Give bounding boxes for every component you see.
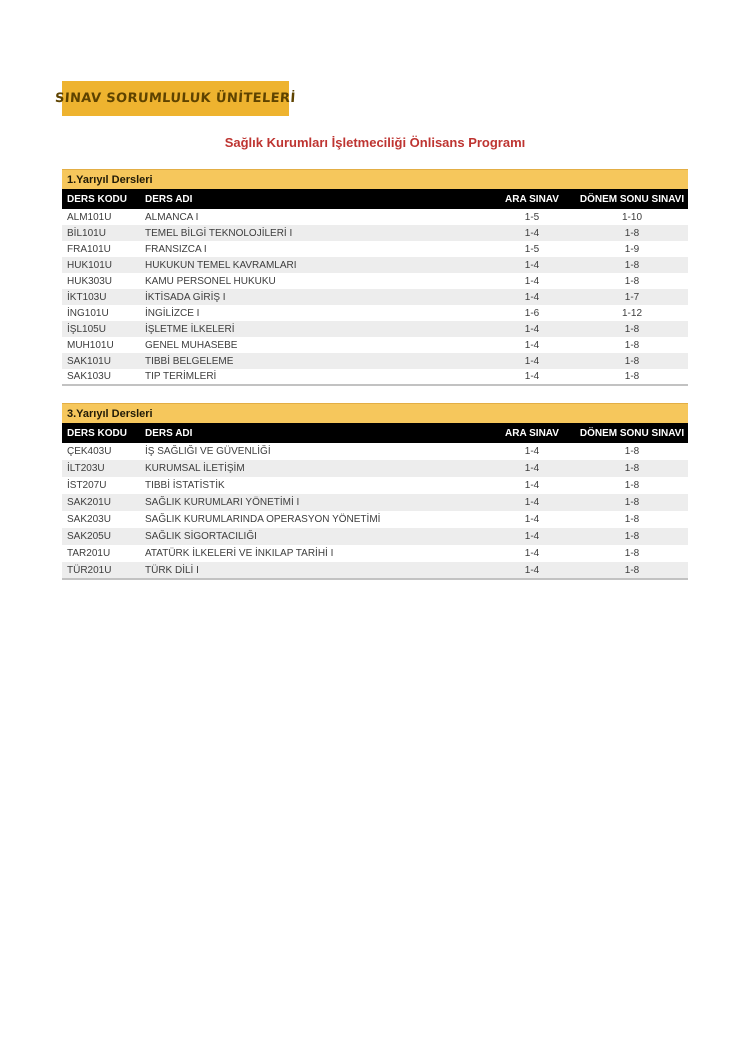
- course-name-cell: İŞLETME İLKELERİ: [145, 323, 235, 335]
- ara-sinav-cell: 1-4: [524, 480, 540, 491]
- course-name-cell: KAMU PERSONEL HUKUKU: [145, 275, 276, 287]
- table-header-row: [62, 423, 688, 443]
- donem-sonu-sinavi-cell: 1-8: [624, 339, 640, 351]
- course-name-cell: SAĞLIK KURUMLARINDA OPERASYON YÖNETİMİ: [145, 514, 381, 525]
- donem-sonu-sinavi-cell: 1-8: [624, 259, 640, 271]
- course-code-cell: BİL101U: [67, 227, 106, 239]
- course-code-cell: FRA101U: [67, 243, 111, 255]
- donem-sonu-sinavi-cell: 1-10: [621, 211, 642, 223]
- course-name-cell: TÜRK DİLİ I: [145, 564, 199, 576]
- course-code-cell: İŞL105U: [67, 323, 106, 335]
- ara-sinav-cell: 1-4: [524, 227, 540, 239]
- donem-sonu-sinavi-cell: 1-8: [624, 497, 640, 508]
- course-name-cell: İŞ SAĞLIĞI VE GÜVENLİĞİ: [145, 446, 271, 457]
- course-name-cell: SAĞLIK SİGORTACILIĞI: [145, 531, 257, 542]
- donem-sonu-sinavi-cell: 1-12: [621, 307, 642, 319]
- ara-sinav-cell: 1-4: [524, 291, 540, 303]
- course-code-cell: HUK303U: [67, 275, 113, 287]
- ara-sinav-cell: 1-4: [524, 355, 540, 367]
- ara-sinav-cell: 1-4: [524, 323, 540, 335]
- ara-sinav-cell: 1-4: [524, 531, 540, 542]
- course-code-cell: ÇEK403U: [67, 446, 112, 457]
- col-header-ders-kodu: DERS KODU: [67, 193, 128, 205]
- course-code-cell: SAK201U: [67, 497, 111, 508]
- course-name-cell: SAĞLIK KURUMLARI YÖNETİMİ I: [145, 497, 300, 508]
- table-row: [62, 369, 688, 385]
- course-code-cell: İLT203U: [67, 463, 105, 474]
- course-name-cell: TEMEL BİLGİ TEKNOLOJİLERİ I: [145, 227, 293, 239]
- course-name-cell: İNGİLİZCE I: [145, 307, 200, 319]
- col-header-ara-sinav: ARA SINAV: [505, 193, 559, 205]
- col-header-donem-sonu-sinavi: DÖNEM SONU SINAVI: [579, 427, 685, 439]
- table-row: [62, 443, 688, 460]
- donem-sonu-sinavi-cell: 1-8: [624, 531, 640, 542]
- ara-sinav-cell: 1-4: [524, 339, 540, 351]
- donem-sonu-sinavi-cell: 1-8: [624, 446, 640, 457]
- table-row: [62, 545, 688, 562]
- donem-sonu-sinavi-cell: 1-8: [624, 227, 640, 239]
- section-title: 1.Yarıyıl Dersleri: [67, 173, 153, 186]
- course-name-cell: HUKUKUN TEMEL KAVRAMLARI: [145, 259, 297, 271]
- course-name-cell: TIBBİ İSTATİSTİK: [145, 480, 225, 491]
- table-row: [62, 273, 688, 289]
- course-table: [62, 189, 688, 386]
- course-code-cell: MUH101U: [67, 339, 114, 351]
- page-title: SINAV SORUMLULUK ÜNİTELERİ: [54, 91, 297, 106]
- donem-sonu-sinavi-cell: 1-8: [624, 548, 640, 559]
- table-row: [62, 209, 688, 225]
- course-name-cell: ATATÜRK İLKELERİ VE İNKILAP TARİHİ I: [145, 548, 334, 559]
- course-code-cell: İNG101U: [67, 307, 109, 319]
- table-header-row: [62, 189, 688, 209]
- donem-sonu-sinavi-cell: 1-8: [624, 564, 640, 576]
- donem-sonu-sinavi-cell: 1-7: [624, 291, 640, 303]
- page-title-box: [54, 81, 297, 116]
- table-row: [62, 257, 688, 273]
- course-code-cell: TAR201U: [67, 548, 111, 559]
- program-subtitle: Sağlık Kurumları İşletmeciliği Önlisans Programı: [224, 135, 526, 150]
- course-code-cell: HUK101U: [67, 259, 113, 271]
- donem-sonu-sinavi-cell: 1-8: [624, 275, 640, 287]
- course-name-cell: İKTİSADA GİRİŞ I: [145, 291, 226, 303]
- course-code-cell: SAK101U: [67, 355, 111, 367]
- section-title-bar: [62, 403, 688, 423]
- ara-sinav-cell: 1-4: [524, 275, 540, 287]
- course-name-cell: TIP TERİMLERİ: [145, 371, 217, 382]
- ara-sinav-cell: 1-4: [524, 463, 540, 474]
- course-code-cell: TÜR201U: [67, 564, 112, 576]
- course-table: [62, 423, 688, 580]
- course-name-cell: TIBBİ BELGELEME: [145, 355, 234, 367]
- col-header-ders-adi: DERS ADI: [145, 427, 193, 439]
- course-name-cell: GENEL MUHASEBE: [145, 339, 238, 351]
- table-row: [62, 562, 688, 579]
- table-row: [62, 225, 688, 241]
- table-row: [62, 305, 688, 321]
- table-row: [62, 477, 688, 494]
- col-header-donem-sonu-sinavi: DÖNEM SONU SINAVI: [579, 193, 685, 205]
- table-row: [62, 460, 688, 477]
- col-header-ara-sinav: ARA SINAV: [505, 427, 559, 439]
- donem-sonu-sinavi-cell: 1-8: [624, 355, 640, 367]
- ara-sinav-cell: 1-4: [524, 548, 540, 559]
- col-header-ders-adi: DERS ADI: [145, 193, 193, 205]
- ara-sinav-cell: 1-4: [524, 514, 540, 525]
- ara-sinav-cell: 1-4: [524, 446, 540, 457]
- course-code-cell: İKT103U: [67, 291, 107, 303]
- ara-sinav-cell: 1-4: [524, 564, 540, 576]
- table-row: [62, 289, 688, 305]
- ara-sinav-cell: 1-5: [524, 211, 540, 223]
- col-header-ders-kodu: DERS KODU: [67, 427, 128, 439]
- course-name-cell: FRANSIZCA I: [145, 243, 207, 255]
- course-code-cell: İST207U: [67, 480, 107, 491]
- donem-sonu-sinavi-cell: 1-8: [624, 463, 640, 474]
- course-code-cell: SAK205U: [67, 531, 111, 542]
- ara-sinav-cell: 1-4: [524, 259, 540, 271]
- table-row: [62, 511, 688, 528]
- ara-sinav-cell: 1-6: [524, 307, 540, 319]
- ara-sinav-cell: 1-5: [524, 243, 540, 255]
- semester-1-table: [62, 169, 688, 386]
- table-row: [62, 494, 688, 511]
- semester-3-table: [62, 403, 688, 580]
- section-title-bar: [62, 169, 688, 189]
- course-code-cell: SAK103U: [67, 371, 111, 382]
- course-name-cell: ALMANCA I: [145, 211, 199, 223]
- donem-sonu-sinavi-cell: 1-8: [624, 323, 640, 335]
- course-name-cell: KURUMSAL İLETİŞİM: [145, 463, 245, 474]
- course-code-cell: SAK203U: [67, 514, 111, 525]
- table-row: [62, 337, 688, 353]
- donem-sonu-sinavi-cell: 1-8: [624, 514, 640, 525]
- table-row: [62, 353, 688, 369]
- table-row: [62, 528, 688, 545]
- table-row: [62, 321, 688, 337]
- ara-sinav-cell: 1-4: [524, 371, 540, 382]
- donem-sonu-sinavi-cell: 1-9: [624, 243, 640, 255]
- course-code-cell: ALM101U: [67, 211, 112, 223]
- donem-sonu-sinavi-cell: 1-8: [624, 480, 640, 491]
- ara-sinav-cell: 1-4: [524, 497, 540, 508]
- section-title: 3.Yarıyıl Dersleri: [67, 407, 153, 420]
- table-row: [62, 241, 688, 257]
- donem-sonu-sinavi-cell: 1-8: [624, 371, 640, 382]
